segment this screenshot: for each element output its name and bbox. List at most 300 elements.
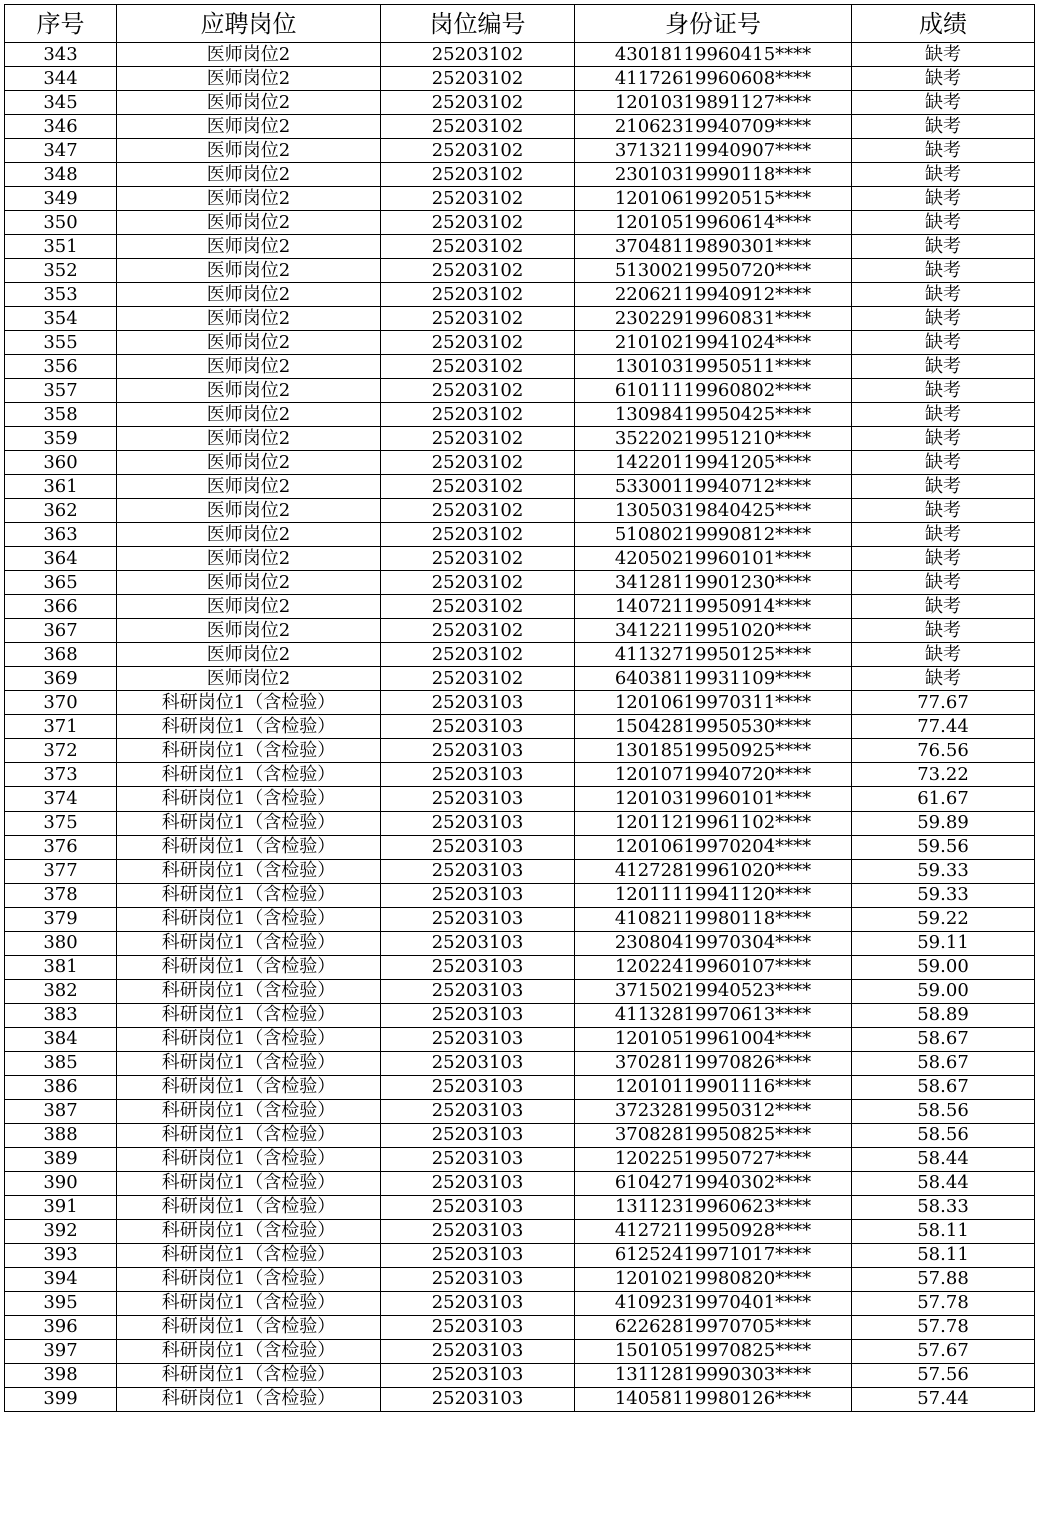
cell-seq: 358 xyxy=(5,403,117,427)
cell-id-number: 61042719940302**** xyxy=(575,1171,852,1195)
cell-seq: 388 xyxy=(5,1123,117,1147)
cell-post-code: 25203102 xyxy=(381,595,575,619)
cell-score: 缺考 xyxy=(852,379,1035,403)
cell-seq: 370 xyxy=(5,691,117,715)
cell-score: 缺考 xyxy=(852,307,1035,331)
cell-score: 58.56 xyxy=(852,1123,1035,1147)
cell-post: 科研岗位1（含检验） xyxy=(117,1147,381,1171)
header-id-number: 身份证号 xyxy=(575,5,852,43)
cell-post: 医师岗位2 xyxy=(117,283,381,307)
cell-post: 医师岗位2 xyxy=(117,235,381,259)
cell-post-code: 25203103 xyxy=(381,1051,575,1075)
cell-seq: 367 xyxy=(5,619,117,643)
cell-seq: 387 xyxy=(5,1099,117,1123)
cell-id-number: 13050319840425**** xyxy=(575,499,852,523)
cell-id-number: 12010319960101**** xyxy=(575,787,852,811)
cell-seq: 385 xyxy=(5,1051,117,1075)
cell-post: 科研岗位1（含检验） xyxy=(117,1123,381,1147)
cell-post-code: 25203103 xyxy=(381,1291,575,1315)
cell-id-number: 21062319940709**** xyxy=(575,115,852,139)
cell-post-code: 25203102 xyxy=(381,475,575,499)
cell-post-code: 25203102 xyxy=(381,307,575,331)
cell-post: 医师岗位2 xyxy=(117,547,381,571)
header-seq: 序号 xyxy=(5,5,117,43)
cell-score: 缺考 xyxy=(852,331,1035,355)
cell-post-code: 25203102 xyxy=(381,499,575,523)
cell-post-code: 25203103 xyxy=(381,1219,575,1243)
cell-post-code: 25203102 xyxy=(381,91,575,115)
cell-seq: 386 xyxy=(5,1075,117,1099)
table-row xyxy=(5,787,1035,811)
cell-post: 医师岗位2 xyxy=(117,139,381,163)
cell-id-number: 37048119890301**** xyxy=(575,235,852,259)
cell-score: 57.56 xyxy=(852,1363,1035,1387)
cell-score: 61.67 xyxy=(852,787,1035,811)
table-row xyxy=(5,115,1035,139)
cell-post: 科研岗位1（含检验） xyxy=(117,1219,381,1243)
cell-post: 医师岗位2 xyxy=(117,211,381,235)
table-row xyxy=(5,1099,1035,1123)
cell-score: 59.33 xyxy=(852,883,1035,907)
cell-id-number: 12010719940720**** xyxy=(575,763,852,787)
cell-post-code: 25203103 xyxy=(381,907,575,931)
cell-score: 58.11 xyxy=(852,1219,1035,1243)
cell-post: 科研岗位1（含检验） xyxy=(117,1075,381,1099)
cell-id-number: 12010319891127**** xyxy=(575,91,852,115)
cell-post: 科研岗位1（含检验） xyxy=(117,835,381,859)
table-row xyxy=(5,1339,1035,1363)
cell-post: 科研岗位1（含检验） xyxy=(117,691,381,715)
cell-seq: 397 xyxy=(5,1339,117,1363)
cell-score: 58.56 xyxy=(852,1099,1035,1123)
cell-id-number: 23080419970304**** xyxy=(575,931,852,955)
cell-seq: 360 xyxy=(5,451,117,475)
cell-post-code: 25203102 xyxy=(381,235,575,259)
table-row xyxy=(5,595,1035,619)
table-row xyxy=(5,163,1035,187)
cell-id-number: 61011119960802**** xyxy=(575,379,852,403)
cell-seq: 349 xyxy=(5,187,117,211)
cell-seq: 378 xyxy=(5,883,117,907)
cell-id-number: 12011119941120**** xyxy=(575,883,852,907)
table-row xyxy=(5,451,1035,475)
table-row xyxy=(5,211,1035,235)
table-row xyxy=(5,43,1035,67)
cell-id-number: 42050219960101**** xyxy=(575,547,852,571)
cell-score: 59.11 xyxy=(852,931,1035,955)
cell-score: 59.00 xyxy=(852,979,1035,1003)
cell-id-number: 41172619960608**** xyxy=(575,67,852,91)
table-row xyxy=(5,235,1035,259)
cell-post-code: 25203103 xyxy=(381,787,575,811)
cell-score: 缺考 xyxy=(852,571,1035,595)
cell-post-code: 25203102 xyxy=(381,163,575,187)
header-post-code: 岗位编号 xyxy=(381,5,575,43)
cell-score: 缺考 xyxy=(852,667,1035,691)
cell-post-code: 25203102 xyxy=(381,67,575,91)
cell-score: 59.22 xyxy=(852,907,1035,931)
cell-score: 缺考 xyxy=(852,451,1035,475)
cell-score: 73.22 xyxy=(852,763,1035,787)
table-row xyxy=(5,475,1035,499)
cell-post-code: 25203102 xyxy=(381,403,575,427)
cell-seq: 383 xyxy=(5,1003,117,1027)
cell-post: 医师岗位2 xyxy=(117,43,381,67)
cell-post-code: 25203103 xyxy=(381,1171,575,1195)
cell-post: 科研岗位1（含检验） xyxy=(117,1099,381,1123)
table-row xyxy=(5,547,1035,571)
cell-seq: 374 xyxy=(5,787,117,811)
cell-post: 科研岗位1（含检验） xyxy=(117,715,381,739)
cell-score: 缺考 xyxy=(852,499,1035,523)
cell-seq: 364 xyxy=(5,547,117,571)
cell-seq: 393 xyxy=(5,1243,117,1267)
table-row xyxy=(5,739,1035,763)
cell-seq: 372 xyxy=(5,739,117,763)
cell-score: 77.44 xyxy=(852,715,1035,739)
cell-post-code: 25203103 xyxy=(381,1075,575,1099)
cell-id-number: 13112819990303**** xyxy=(575,1363,852,1387)
cell-id-number: 23022919960831**** xyxy=(575,307,852,331)
cell-post-code: 25203103 xyxy=(381,859,575,883)
table-row xyxy=(5,619,1035,643)
table-row xyxy=(5,1123,1035,1147)
table-row xyxy=(5,355,1035,379)
cell-post: 科研岗位1（含检验） xyxy=(117,859,381,883)
table-row xyxy=(5,907,1035,931)
cell-score: 58.11 xyxy=(852,1243,1035,1267)
cell-post: 科研岗位1（含检验） xyxy=(117,1003,381,1027)
cell-id-number: 12010519961004**** xyxy=(575,1027,852,1051)
table-row xyxy=(5,1003,1035,1027)
cell-seq: 362 xyxy=(5,499,117,523)
cell-seq: 355 xyxy=(5,331,117,355)
cell-score: 58.44 xyxy=(852,1147,1035,1171)
cell-score: 缺考 xyxy=(852,139,1035,163)
cell-post-code: 25203102 xyxy=(381,355,575,379)
header-row xyxy=(5,5,1035,43)
cell-id-number: 37132119940907**** xyxy=(575,139,852,163)
table-row xyxy=(5,715,1035,739)
cell-id-number: 37232819950312**** xyxy=(575,1099,852,1123)
cell-post-code: 25203103 xyxy=(381,715,575,739)
score-table xyxy=(4,4,1035,1412)
table-row xyxy=(5,91,1035,115)
table-row xyxy=(5,691,1035,715)
cell-id-number: 15010519970825**** xyxy=(575,1339,852,1363)
cell-id-number: 15042819950530**** xyxy=(575,715,852,739)
cell-seq: 347 xyxy=(5,139,117,163)
table-row xyxy=(5,1075,1035,1099)
cell-post-code: 25203103 xyxy=(381,1147,575,1171)
cell-score: 缺考 xyxy=(852,283,1035,307)
cell-post: 科研岗位1（含检验） xyxy=(117,1267,381,1291)
cell-post-code: 25203102 xyxy=(381,331,575,355)
cell-seq: 369 xyxy=(5,667,117,691)
cell-score: 缺考 xyxy=(852,547,1035,571)
table-row xyxy=(5,259,1035,283)
table-row xyxy=(5,859,1035,883)
cell-id-number: 12010219980820**** xyxy=(575,1267,852,1291)
table-row xyxy=(5,139,1035,163)
table-row xyxy=(5,1171,1035,1195)
cell-post-code: 25203102 xyxy=(381,427,575,451)
cell-post-code: 25203102 xyxy=(381,115,575,139)
cell-seq: 392 xyxy=(5,1219,117,1243)
cell-post: 科研岗位1（含检验） xyxy=(117,955,381,979)
cell-score: 58.67 xyxy=(852,1027,1035,1051)
cell-seq: 381 xyxy=(5,955,117,979)
cell-post: 医师岗位2 xyxy=(117,259,381,283)
cell-score: 57.78 xyxy=(852,1291,1035,1315)
cell-post-code: 25203103 xyxy=(381,1339,575,1363)
table-row xyxy=(5,331,1035,355)
cell-post-code: 25203103 xyxy=(381,1099,575,1123)
cell-id-number: 13018519950925**** xyxy=(575,739,852,763)
cell-post: 医师岗位2 xyxy=(117,571,381,595)
cell-post-code: 25203102 xyxy=(381,259,575,283)
cell-post-code: 25203102 xyxy=(381,187,575,211)
table-row xyxy=(5,1291,1035,1315)
table-row xyxy=(5,523,1035,547)
cell-seq: 359 xyxy=(5,427,117,451)
table-row xyxy=(5,763,1035,787)
table-row xyxy=(5,283,1035,307)
cell-post: 科研岗位1（含检验） xyxy=(117,1363,381,1387)
cell-id-number: 23010319990118**** xyxy=(575,163,852,187)
cell-post-code: 25203103 xyxy=(381,883,575,907)
cell-score: 59.33 xyxy=(852,859,1035,883)
cell-score: 缺考 xyxy=(852,235,1035,259)
cell-seq: 396 xyxy=(5,1315,117,1339)
cell-post-code: 25203103 xyxy=(381,763,575,787)
cell-score: 缺考 xyxy=(852,619,1035,643)
cell-id-number: 41082119980118**** xyxy=(575,907,852,931)
cell-post: 医师岗位2 xyxy=(117,523,381,547)
cell-post: 医师岗位2 xyxy=(117,451,381,475)
cell-id-number: 13098419950425**** xyxy=(575,403,852,427)
cell-post: 医师岗位2 xyxy=(117,427,381,451)
cell-post-code: 25203103 xyxy=(381,955,575,979)
table-row xyxy=(5,955,1035,979)
cell-post-code: 25203103 xyxy=(381,1363,575,1387)
cell-id-number: 41092319970401**** xyxy=(575,1291,852,1315)
cell-post-code: 25203102 xyxy=(381,643,575,667)
cell-id-number: 35220219951210**** xyxy=(575,427,852,451)
cell-seq: 371 xyxy=(5,715,117,739)
cell-post: 医师岗位2 xyxy=(117,307,381,331)
cell-post-code: 25203103 xyxy=(381,1267,575,1291)
cell-score: 59.56 xyxy=(852,835,1035,859)
cell-post-code: 25203102 xyxy=(381,667,575,691)
table-row xyxy=(5,403,1035,427)
cell-score: 缺考 xyxy=(852,643,1035,667)
cell-seq: 344 xyxy=(5,67,117,91)
cell-post: 科研岗位1（含检验） xyxy=(117,1171,381,1195)
cell-seq: 356 xyxy=(5,355,117,379)
cell-seq: 384 xyxy=(5,1027,117,1051)
cell-post-code: 25203102 xyxy=(381,379,575,403)
table-row xyxy=(5,1315,1035,1339)
table-row xyxy=(5,1195,1035,1219)
cell-id-number: 51080219990812**** xyxy=(575,523,852,547)
cell-id-number: 37028119970826**** xyxy=(575,1051,852,1075)
table-row xyxy=(5,1027,1035,1051)
cell-score: 缺考 xyxy=(852,355,1035,379)
cell-seq: 389 xyxy=(5,1147,117,1171)
table-row xyxy=(5,379,1035,403)
table-row xyxy=(5,835,1035,859)
cell-id-number: 12022419960107**** xyxy=(575,955,852,979)
cell-id-number: 12010619970204**** xyxy=(575,835,852,859)
cell-post: 科研岗位1（含检验） xyxy=(117,739,381,763)
cell-post-code: 25203103 xyxy=(381,1195,575,1219)
cell-score: 缺考 xyxy=(852,43,1035,67)
cell-id-number: 41132719950125**** xyxy=(575,643,852,667)
cell-seq: 377 xyxy=(5,859,117,883)
cell-score: 57.88 xyxy=(852,1267,1035,1291)
cell-post: 医师岗位2 xyxy=(117,667,381,691)
header-post: 应聘岗位 xyxy=(117,5,381,43)
cell-post: 医师岗位2 xyxy=(117,403,381,427)
cell-id-number: 14058119980126**** xyxy=(575,1387,852,1411)
cell-post: 医师岗位2 xyxy=(117,67,381,91)
cell-post: 科研岗位1（含检验） xyxy=(117,1339,381,1363)
cell-score: 59.00 xyxy=(852,955,1035,979)
cell-seq: 365 xyxy=(5,571,117,595)
cell-seq: 353 xyxy=(5,283,117,307)
table-row xyxy=(5,1387,1035,1411)
table-row xyxy=(5,1051,1035,1075)
cell-post-code: 25203102 xyxy=(381,523,575,547)
cell-post-code: 25203103 xyxy=(381,1315,575,1339)
cell-score: 缺考 xyxy=(852,187,1035,211)
cell-id-number: 14072119950914**** xyxy=(575,595,852,619)
cell-post: 医师岗位2 xyxy=(117,499,381,523)
cell-post-code: 25203102 xyxy=(381,451,575,475)
table-row xyxy=(5,643,1035,667)
cell-id-number: 41272119950928**** xyxy=(575,1219,852,1243)
cell-id-number: 43018119960415**** xyxy=(575,43,852,67)
cell-post: 医师岗位2 xyxy=(117,595,381,619)
cell-seq: 398 xyxy=(5,1363,117,1387)
cell-seq: 343 xyxy=(5,43,117,67)
cell-post-code: 25203102 xyxy=(381,211,575,235)
table-body xyxy=(5,43,1035,1412)
cell-id-number: 61252419971017**** xyxy=(575,1243,852,1267)
cell-post: 医师岗位2 xyxy=(117,619,381,643)
table-row xyxy=(5,931,1035,955)
cell-post: 科研岗位1（含检验） xyxy=(117,931,381,955)
cell-seq: 345 xyxy=(5,91,117,115)
cell-post: 科研岗位1（含检验） xyxy=(117,1051,381,1075)
table-row xyxy=(5,427,1035,451)
table-row xyxy=(5,67,1035,91)
cell-score: 缺考 xyxy=(852,403,1035,427)
cell-id-number: 51300219950720**** xyxy=(575,259,852,283)
cell-seq: 352 xyxy=(5,259,117,283)
cell-post: 科研岗位1（含检验） xyxy=(117,883,381,907)
cell-seq: 382 xyxy=(5,979,117,1003)
cell-score: 缺考 xyxy=(852,595,1035,619)
cell-post: 医师岗位2 xyxy=(117,91,381,115)
cell-seq: 357 xyxy=(5,379,117,403)
cell-id-number: 22062119940912**** xyxy=(575,283,852,307)
cell-score: 缺考 xyxy=(852,427,1035,451)
cell-id-number: 13112319960623**** xyxy=(575,1195,852,1219)
cell-post: 医师岗位2 xyxy=(117,379,381,403)
cell-post: 科研岗位1（含检验） xyxy=(117,1243,381,1267)
table-row xyxy=(5,1243,1035,1267)
table-header xyxy=(5,5,1035,43)
cell-post-code: 25203103 xyxy=(381,691,575,715)
table-row xyxy=(5,1219,1035,1243)
cell-score: 57.78 xyxy=(852,1315,1035,1339)
cell-post: 科研岗位1（含检验） xyxy=(117,1027,381,1051)
cell-id-number: 13010319950511**** xyxy=(575,355,852,379)
cell-seq: 390 xyxy=(5,1171,117,1195)
cell-score: 缺考 xyxy=(852,163,1035,187)
cell-post-code: 25203102 xyxy=(381,43,575,67)
cell-id-number: 21010219941024**** xyxy=(575,331,852,355)
cell-score: 缺考 xyxy=(852,211,1035,235)
cell-id-number: 12022519950727**** xyxy=(575,1147,852,1171)
cell-id-number: 12010619970311**** xyxy=(575,691,852,715)
cell-score: 缺考 xyxy=(852,91,1035,115)
cell-score: 58.44 xyxy=(852,1171,1035,1195)
cell-post: 科研岗位1（含检验） xyxy=(117,787,381,811)
cell-score: 58.67 xyxy=(852,1075,1035,1099)
table-row xyxy=(5,979,1035,1003)
cell-id-number: 64038119931109**** xyxy=(575,667,852,691)
header-score: 成绩 xyxy=(852,5,1035,43)
cell-post-code: 25203103 xyxy=(381,1243,575,1267)
cell-score: 缺考 xyxy=(852,67,1035,91)
cell-post-code: 25203103 xyxy=(381,1123,575,1147)
cell-post-code: 25203102 xyxy=(381,547,575,571)
cell-id-number: 62262819970705**** xyxy=(575,1315,852,1339)
cell-seq: 348 xyxy=(5,163,117,187)
cell-post: 医师岗位2 xyxy=(117,331,381,355)
cell-post: 科研岗位1（含检验） xyxy=(117,811,381,835)
cell-seq: 395 xyxy=(5,1291,117,1315)
cell-seq: 394 xyxy=(5,1267,117,1291)
cell-seq: 375 xyxy=(5,811,117,835)
cell-seq: 350 xyxy=(5,211,117,235)
cell-post: 科研岗位1（含检验） xyxy=(117,979,381,1003)
table-row xyxy=(5,811,1035,835)
cell-post-code: 25203103 xyxy=(381,835,575,859)
cell-id-number: 41272819961020**** xyxy=(575,859,852,883)
cell-seq: 361 xyxy=(5,475,117,499)
cell-post-code: 25203103 xyxy=(381,1003,575,1027)
cell-post: 医师岗位2 xyxy=(117,355,381,379)
cell-id-number: 34128119901230**** xyxy=(575,571,852,595)
table-row xyxy=(5,1147,1035,1171)
cell-post: 医师岗位2 xyxy=(117,187,381,211)
cell-post-code: 25203103 xyxy=(381,739,575,763)
cell-id-number: 37082819950825**** xyxy=(575,1123,852,1147)
cell-score: 缺考 xyxy=(852,259,1035,283)
cell-post-code: 25203102 xyxy=(381,283,575,307)
table-row xyxy=(5,1267,1035,1291)
cell-post: 医师岗位2 xyxy=(117,643,381,667)
cell-id-number: 12010619920515**** xyxy=(575,187,852,211)
cell-post-code: 25203103 xyxy=(381,931,575,955)
cell-id-number: 12011219961102**** xyxy=(575,811,852,835)
cell-seq: 368 xyxy=(5,643,117,667)
table-row xyxy=(5,187,1035,211)
